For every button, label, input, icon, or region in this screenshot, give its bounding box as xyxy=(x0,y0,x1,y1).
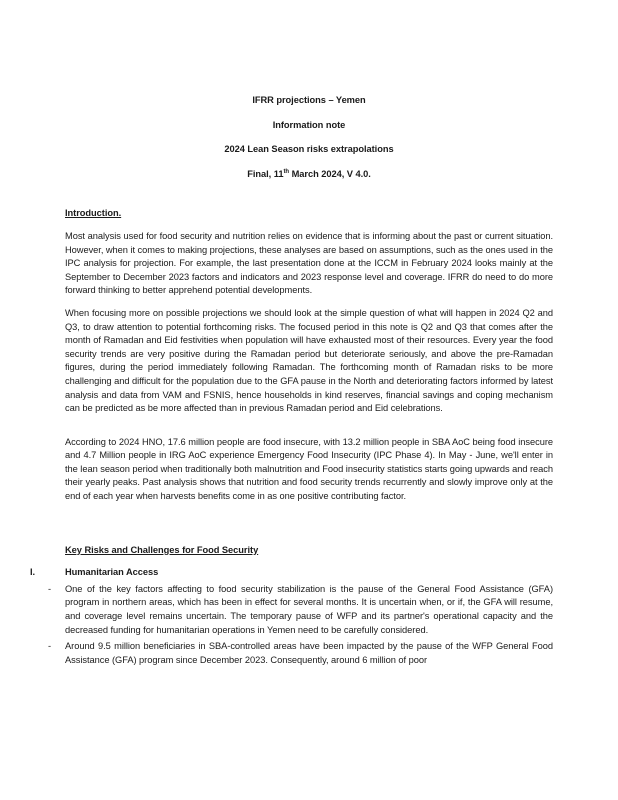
doc-version-line xyxy=(65,168,553,182)
intro-paragraph-1: Most analysis used for food security and nutrition relies on evidence that is informing about the past or current situation. However, when it comes to making projections, these analyses are based on assumptions, such as the ones used in the IPC analysis for projection. For example, the last presentation done at the ICCM in February 2024 looks mainly at the September to December 2023 factors and indicators and 2023 response level and coverage. IFRR do need to do more forward thinking to better apprehend potential developments. xyxy=(65,230,553,296)
list-item xyxy=(48,640,553,667)
bullet-dash: - xyxy=(48,641,52,652)
key-risks-heading: Key Risks and Challenges for Food Security xyxy=(65,544,259,555)
key-risks-section xyxy=(30,544,553,668)
bullet-dash: - xyxy=(48,583,52,594)
intro-paragraph-3: According to 2024 HNO, 17.6 million people are food insecure, with 13.2 million people in SBA AoC being food insecure and 4.7 Million people in IRG AoC experience Emergency Food Insecurity (IPC Phase 4). In May - June, we'll enter in the lean season period when traditionally both malnutrition and Food insecurity statistics starts going upwards and reach their yearly peaks. Past analysis shows that nutrition and food security trends recurrently and slowly improve only at the end of each year when harvests benefits come in as one positive contributing factor. xyxy=(65,436,553,502)
title-block xyxy=(65,94,553,181)
doc-subtitle-2: 2024 Lean Season risks extrapolations xyxy=(224,144,394,155)
introduction-section xyxy=(65,207,553,503)
list-item xyxy=(48,583,553,637)
humanitarian-access-bullets xyxy=(48,583,553,668)
doc-subtitle: Information note xyxy=(272,119,346,130)
version-date-suffix: March 2024, V 4.0. xyxy=(289,168,371,179)
intro-paragraph-2: When focusing more on possible projections we should look at the simple question of what will happen in 2024 Q2 and Q3, to draw attention to potential forthcoming risks. The focused period in this note is Q2 and Q3 that comes after the month of Ramadan and Eid festivities when population will have exhausted most of their resources. Every year the food security trends are very positive during the Ramadan period but deteriorate seriously, and above the pre-Ramadan figures, during the period immediately following Ramadan. The forthcoming month of Ramadan risks to be more challenging and difficult for the population due to the GFA pause in the North and deteriorating factors informed by latest analysis and data from VAM and FSNIS, hence households in kind reserves, financial savings and coping mechanism can be predicted as be more affected than in previous Ramadan period and Eid celebrations. xyxy=(65,307,553,414)
subsection-humanitarian-access xyxy=(30,566,553,580)
bullet-text: Around 9.5 million beneficiaries in SBA-controlled areas have been impacted by the pause of the WFP General Food Assistance (GFA) program since December 2023. Consequently, around 6 million of poor xyxy=(65,641,553,665)
version-date-prefix: Final, 11 xyxy=(247,168,284,179)
bullet-text: One of the key factors affecting to food security stabilization is the pause of the General Food Assistance (GFA) program in northern areas, which has been in effect for several months. It is uncertain when, or if, the GFA will resume, and coverage level remains uncertain. The temporary pause of WFP and its partner's operational capacity and the decreased funding for humanitarian operations in Yemen need to be carefully considered. xyxy=(65,583,553,635)
subsection-title: Humanitarian Access xyxy=(65,567,159,578)
doc-title: IFRR projections – Yemen xyxy=(252,95,366,105)
subsection-number: I. xyxy=(30,567,36,578)
version-date-ordinal: th xyxy=(283,168,290,175)
introduction-heading: Introduction. xyxy=(65,208,122,219)
